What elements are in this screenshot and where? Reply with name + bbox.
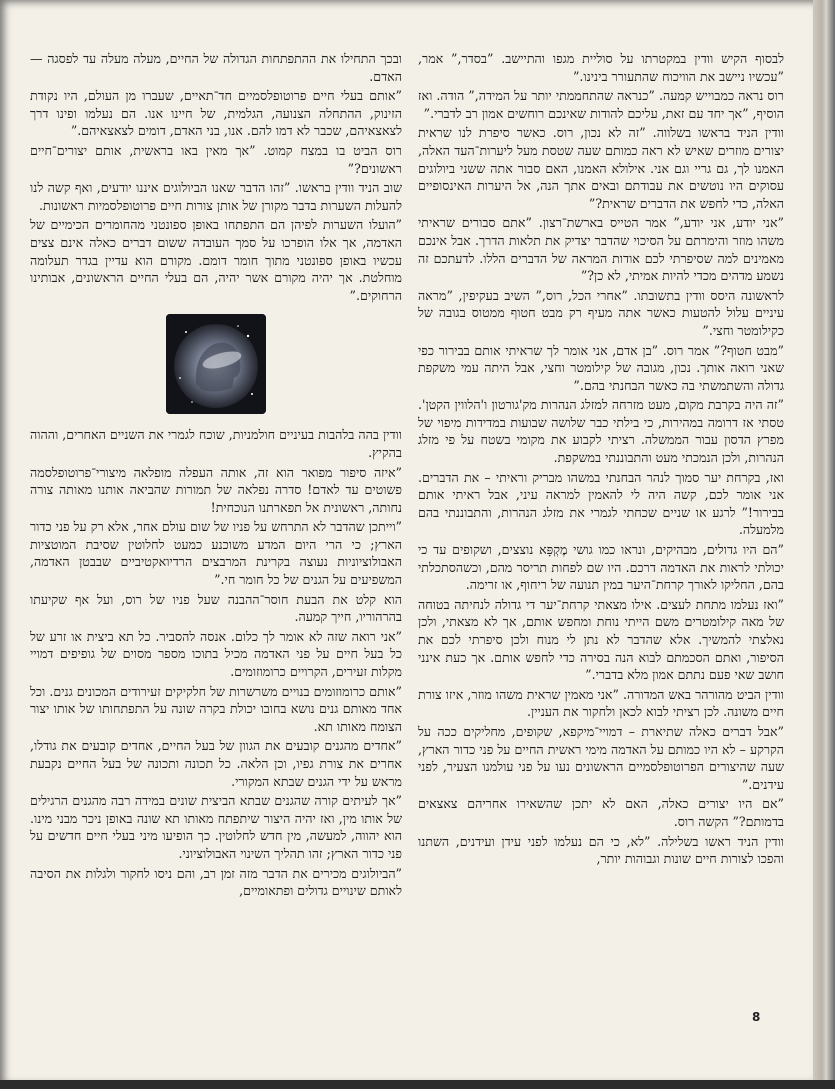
paragraph: ”אני רואה שזה לא אומר לך כלום. אנסה להסביר. כל תא ביצית או זרע של כל בעל חיים על פני האדמה מכיל בתוכו מספר מסוים של גופיפים דמויי מקלות זעירים, הקרויים כרומוזומים. <box>30 628 402 680</box>
paragraph: ”ואז נעלמו מתחת לעצים. אילו מצאתי קרחת־יער די גדולה לנחיתה בטוחה של מאה קילומטרים משם הייתי נוחת ומחפש אותם, אך לא מצאתי, ולכן נאלצתי להמשיך. אלא שהדבר לא נתן לי מנוח ולכן סיפרתי לכם את הסיפור, ואתם הסכמתם לבוא הנה בסירה כדי לחפש אותם. אך כעת אינני חושב שאי פעם נתתם אמון מלא בדברי.” <box>418 596 784 683</box>
paragraph: הוא קלט את הבעת חוסר־ההבנה שעל פניו של רוס, ועל אף שקיעתו בהרהוריו, חייך קמעה. <box>30 591 402 625</box>
paragraph: רוס נראה כמבוייש קמעה. ”כנראה שהתחממתי יותר על המידה,” הודה. ואז הוסיף, ”אך יחד עם זאת, עליכם להודות שאינכם רוחשים אמון רב לדברי.” <box>418 88 784 121</box>
paragraph: ”איזה סיפור מפואר הוא זה, אותה העפלה מופלאה מיצורי־פרוטופלסמה פשוטים עד לאדם! סדרה נפלאה של תמורות שהביאה אותנו מאותה צורה נחותה, ראשונית אל תפארתנו הנוכחית! <box>30 464 402 515</box>
paragraph: ”אם היו יצורים כאלה, האם לא יתכן שהשאירו אחריהם צאצאים בדמותם?” הקשה רוס. <box>418 796 784 829</box>
paragraph: רוס הביט בו במצח קמוט. ”אך מאין באו בראשית, אותם יצורים־חיים ראשונים?” <box>30 142 402 176</box>
paragraph: ”הם היו גדולים, מבהיקים, ונראו כמו גושי מֶקְפָּא נוצצים, ושקופים עד כי יכולתי לראות את האדמה דרכם. היו שם לפחות תריסר מהם, וכשהסתכלתי בהם, החליקו לאורך קרחת־היער במין תנועה של ריחוף, או זרימה. <box>418 542 784 593</box>
paragraph: ובכך התחילו את ההתפתחות הגדולה של החיים, מעלה מעלה עד לפסגה — האדם. <box>30 51 402 84</box>
paragraph: ”וייתכן שהדבר לא התרחש על פניו של שום עולם אחר, אלא רק על פני כדור הארץ; כי הרי היום המדע משוכנע כמעט לחלוטין שסיבת המוטציות האבולוציוניות נעוצה בקרינת המרבצים הרדיואקטיביים שבבטן האדמה, המשפיעים על הגנים של כל חומר חי.” <box>30 519 402 588</box>
paragraph: ”אך לעיתים קורה שהגנים שבתא הביצית שונים במידה רבה מהגנים הרגילים של אותו מין, ואז יהיה היצור שיתפתח מאותו תא שונה באופן ניכר מבני מינו. הוא יהווה, למעשה, מין חדש לחלוטין. כך הופיעו מיני בעלי חיים חדשים על פני כדור הארץ; זהו תהליך השינוי האבולוציוני. <box>30 793 402 861</box>
paragraph: לראשונה היסס וודין בתשובתו. ”אחרי הכל, רוס,” השיב בעקיפין, ”מראה עיניים עלול להטעות כאשר אתה מעיף רק מבט חטוף ממטוס בגובה של כקילומטר וחצי.” <box>418 287 784 338</box>
paragraph: וודין בהה בלהבות בעיניים חולמניות, שוכח לגמרי את השניים האחרים, וההוה בהקיץ. <box>30 427 402 460</box>
paragraph: ”אותם בעלי חיים פרוטופלסמיים חד־תאיים, שעברו מן העולם, היו נקודת הזינוק, ההתחלה הצנועה, הגלמית, של חיינו אנו. הם נעלמו ופינו דרך לצאצאיהם, שכבר לא דמו להם. אנו, בני האדם, דומים לצאצאיהם.” <box>30 88 402 139</box>
paragraph: לבסוף הקיש וודין במקטרתו על סוליית מגפו והתיישב. ”בסדר,” אמר, ”עכשיו ניישב את הוויכוח שהתעורר בינינו.” <box>418 51 784 84</box>
paragraph: ”אותם כרומוזומים בנויים משרשרות של חלקיקים זעירודים המכונים גנים. וכל אחד מאותם גנים נושא בחובו יכולת בקרה שונה על התפתחותו של אותו יצור הצומח מאותו תא. <box>30 683 402 734</box>
paragraph: ”זה היה בקרבת מקום, מעט מזרחה למזלג הנהרות מק'גורטון ו'הלווין הקטן'. טסתי אז דרומה במהירות, כי בילתי כבר שלושה שבועות במדידות מיפוי של מפרץ הדסון עבור הממשלה. רציתי לקבוע את מקומי בשטח על פי מזלג הנהרות, ולכן הנמכתי מעט והתבוננתי במשקפת. <box>418 397 784 466</box>
galaxy-head-icon <box>166 314 266 414</box>
paragraph: וודין הניד ראשו בשלילה. ”לא, כי הם נעלמו לפני עידן ועידנים, השתנו והפכו לצורות חיים שונות וגבוהות יותר, <box>418 833 784 867</box>
paragraph: ”אבל דברים כאלה שתיארת – דמויי־מיקפא, שקופים, מחליקים ככה על הקרקע – לא היו כמותם על האדמה מימי ראשית החיים על פני כדור הארץ, שעה שהיצורים הפרוטופלסמיים הראשונים נעו על פני עולמנו הצעיר, לפני עידנים.” <box>418 723 784 792</box>
paragraph: שוב הניד וודין בראשו. ”זהו הדבר שאנו הביולוגים איננו יודעים, ואף קשה לנו להעלות השערות בדבר מקורן של אותן צורות חיים פרוטופלסמיות ראשונות. <box>30 180 402 213</box>
galaxy-head-illustration <box>166 314 266 414</box>
paragraph: ”הביולוגים מכירים את הדבר מזה זמן רב, והם ניסו לחקור ולגלות את הסיבה לאותם שינויים גדולים ופתאומיים, <box>30 865 402 899</box>
paragraph: ”מבט חטוף?” אמר רוס. ”בן אדם, אני אומר לך שראיתי אותם בבירור כפי שאני רואה אותך. נכון, מגובה של קילומטר וחצי, אבל היתה עמי משקפת גדולה והשתמשתי בה כאשר הבחנתי בהם.” <box>418 342 784 393</box>
paragraph: ”אחדים מהגנים קובעים את הגוון של בעל החיים, אחדים קובעים את גודלו, אחרים את צורת גפיו, וכן הלאה. כל תכונה ותכונה של בעל החיים נקבעת מראש על ידי הגנים שבתא המקורי. <box>30 738 402 789</box>
right-column <box>418 50 784 868</box>
background-strip <box>0 1080 835 1089</box>
paragraph: וודין הביט מהורהר באש המדורה. ”אני מאמין שראית משהו מוזר, איזו צורת חיים משונה. לכן רציתי לבוא לכאן ולחקור את העניין. <box>418 686 784 720</box>
paragraph: וודין הניד בראשו בשלווה. ”זה לא נכון, רוס. כאשר סיפרת לנו שראית יצורים מוזרים שאיש לא ראה כמותם שעה שטסת מעל ליערות־העד האלה, האמנו לך, גם גריי וגם אני. אילולא האמנו, האם סבור אתה ששני ביולוגים עסוקים היו נוטשים את עבודתם ובאים אתך הנה, אל היערות האינסופיים האלה, כדי לחפש את הדברים שראית?” <box>418 125 784 211</box>
left-column <box>30 50 402 900</box>
paragraph: ”הועלו השערות לפיהן הם התפתחו באופן ספונטני מהחומרים הכימיים של האדמה, אך אלו הופרכו על סמך העובדה ששום דברים כאלה אינם צצים עכשיו באופן ספונטני מתוך חומר דומם. מקורם הוא עדיין בגדר תעלומה מוחלטת. אך יהיה מקורם אשר יהיה, הם בעלי החיים הראשונים, אבותינו הרחוקים.” <box>30 217 402 303</box>
paragraph: ואז, בקרחת יער סמוך לנהר הבחנתי במשהו מבריק וראיתי – את הדברים. אני אומר לכם, קשה היה לי להאמין למראה עיני, אבל ראיתי אותם בבירור!” לרגע או שניים שכחתי לגמרי את מזלג הנהרות, והתבוננתי בהם מלמעלה. <box>418 469 784 538</box>
page-edge-stack <box>813 0 835 1089</box>
page-number: 8 <box>752 1010 761 1024</box>
paragraph: ”אני יודע, אני יודע,” אמר הטייס בארשת־רצון. ”אתם סבורים שראיתי משהו מוזר והימרתם על הסיכוי שהדבר יצדיק את תלאות הדרך. אבל אינכם מאמינים למה שסיפרתי לכם אודות המראה של הדברים הללו. לדעתכם זה נשמע מדהים מכדי להיות אמיתי, לא כן?” <box>418 215 784 284</box>
